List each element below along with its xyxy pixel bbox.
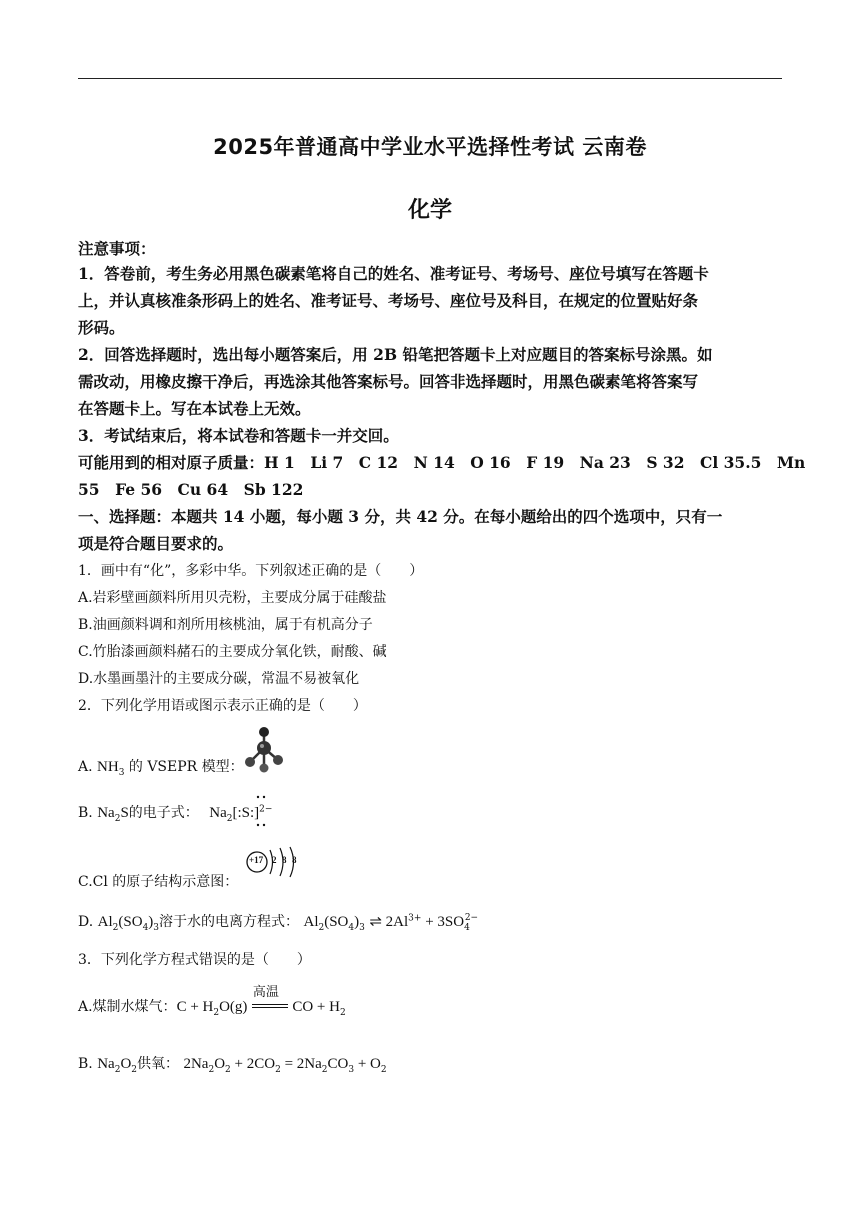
top-rule bbox=[78, 78, 782, 79]
shell-1-count: 2 bbox=[272, 855, 277, 865]
atomic-masses-line-2: 55 Fe 56 Cu 64 Sb 122 bbox=[78, 480, 304, 499]
notice-item-2-line-1: 2．回答选择题时，选出每小题答案后，用 2B 铅笔把答题卡上对应题目的答案标号涂黑。如 bbox=[78, 345, 713, 364]
question-3-option-b: B. $Na_2O_2$供氧： $2Na_2O_2 + 2CO_2 = 2Na_2CO_3 + O_2$ bbox=[78, 1056, 387, 1075]
notice-item-1-line-3: 形码。 bbox=[78, 318, 125, 337]
cl-atomic-structure-icon bbox=[244, 844, 300, 880]
question-2-stem: 2．下列化学用语或图示表示正确的是（ ） bbox=[78, 698, 367, 714]
question-2-option-d: D. $Al_2(SO_4)_3$溶于水的电离方程式： $Al_2(SO_4)_3$ ⇌ $2Al^{3+} + 3SO_4^{2-}$ bbox=[78, 913, 479, 933]
reaction-arrow-high-temperature: 高温 bbox=[252, 1002, 288, 1012]
electron-dots-icon bbox=[253, 794, 273, 830]
question-2-option-b: B. $Na_2S$的电子式： $Na_2[:S:]^{2-}$ bbox=[78, 804, 273, 824]
shell-3-count: 8 bbox=[292, 855, 297, 865]
subject-title: 化学 bbox=[407, 198, 452, 223]
section-heading-line-2: 项是符合题目要求的。 bbox=[78, 534, 234, 553]
shell-2-count: 8 bbox=[282, 855, 287, 865]
section-heading-line-1: 一、选择题：本题共 14 小题，每小题 3 分，共 42 分。在每小题给出的四个选项中，只有一 bbox=[78, 507, 723, 526]
question-3-stem: 3．下列化学方程式错误的是（ ） bbox=[78, 952, 311, 968]
question-2-option-c: C.Cl 的原子结构示意图： bbox=[78, 874, 239, 890]
nh3-vsepr-model-icon bbox=[244, 726, 284, 774]
question-1-option-d: D.水墨画墨汁的主要成分碳，常温不易被氧化 bbox=[78, 671, 360, 687]
question-1-option-a: A.岩彩壁画颜料所用贝壳粉，主要成分属于硅酸盐 bbox=[78, 590, 387, 606]
notice-item-3: 3．考试结束后，将本试卷和答题卡一并交回。 bbox=[78, 426, 399, 445]
question-1-option-b: B.油画颜料调和剂所用核桃油，属于有机高分子 bbox=[78, 617, 373, 633]
atomic-masses-line-1: 可能用到的相对原子质量：H 1 Li 7 C 12 N 14 O 16 F 19 Na 23 S 32 Cl 35.5 Mn bbox=[78, 453, 806, 472]
notice-heading: 注意事项： bbox=[78, 239, 156, 258]
question-1-option-c: C.竹胎漆画颜料赭石的主要成分氧化铁，耐酸、碱 bbox=[78, 644, 387, 660]
notice-item-1-line-2: 上，并认真核准条形码上的姓名、准考证号、考场号、座位号及科目，在规定的位置贴好条 bbox=[78, 291, 699, 310]
exam-title: 2025年普通高中学业水平选择性考试 云南卷 bbox=[213, 135, 647, 159]
notice-item-1-line-1: 1．答卷前，考生务必用黑色碳素笔将自己的姓名、准考证号、考场号、座位号填写在答题卡 bbox=[78, 264, 709, 283]
question-2-option-a: A. $NH_3$ 的 VSEPR 模型： bbox=[78, 759, 244, 778]
nucleus-charge: +17 bbox=[249, 855, 264, 865]
notice-item-2-line-3: 在答题卡上。写在本试卷上无效。 bbox=[78, 399, 311, 418]
notice-item-2-line-2: 需改动，用橡皮擦干净后，再选涂其他答案标号。回答非选择题时，用黑色碳素笔将答案写 bbox=[78, 372, 699, 391]
question-1-stem: 1．画中有“化”，多彩中华。下列叙述正确的是（ ） bbox=[78, 563, 424, 579]
question-3-option-a: A.煤制水煤气：$C + H_2O(g)$ 高温 CO + $H_2$ bbox=[78, 985, 346, 1018]
